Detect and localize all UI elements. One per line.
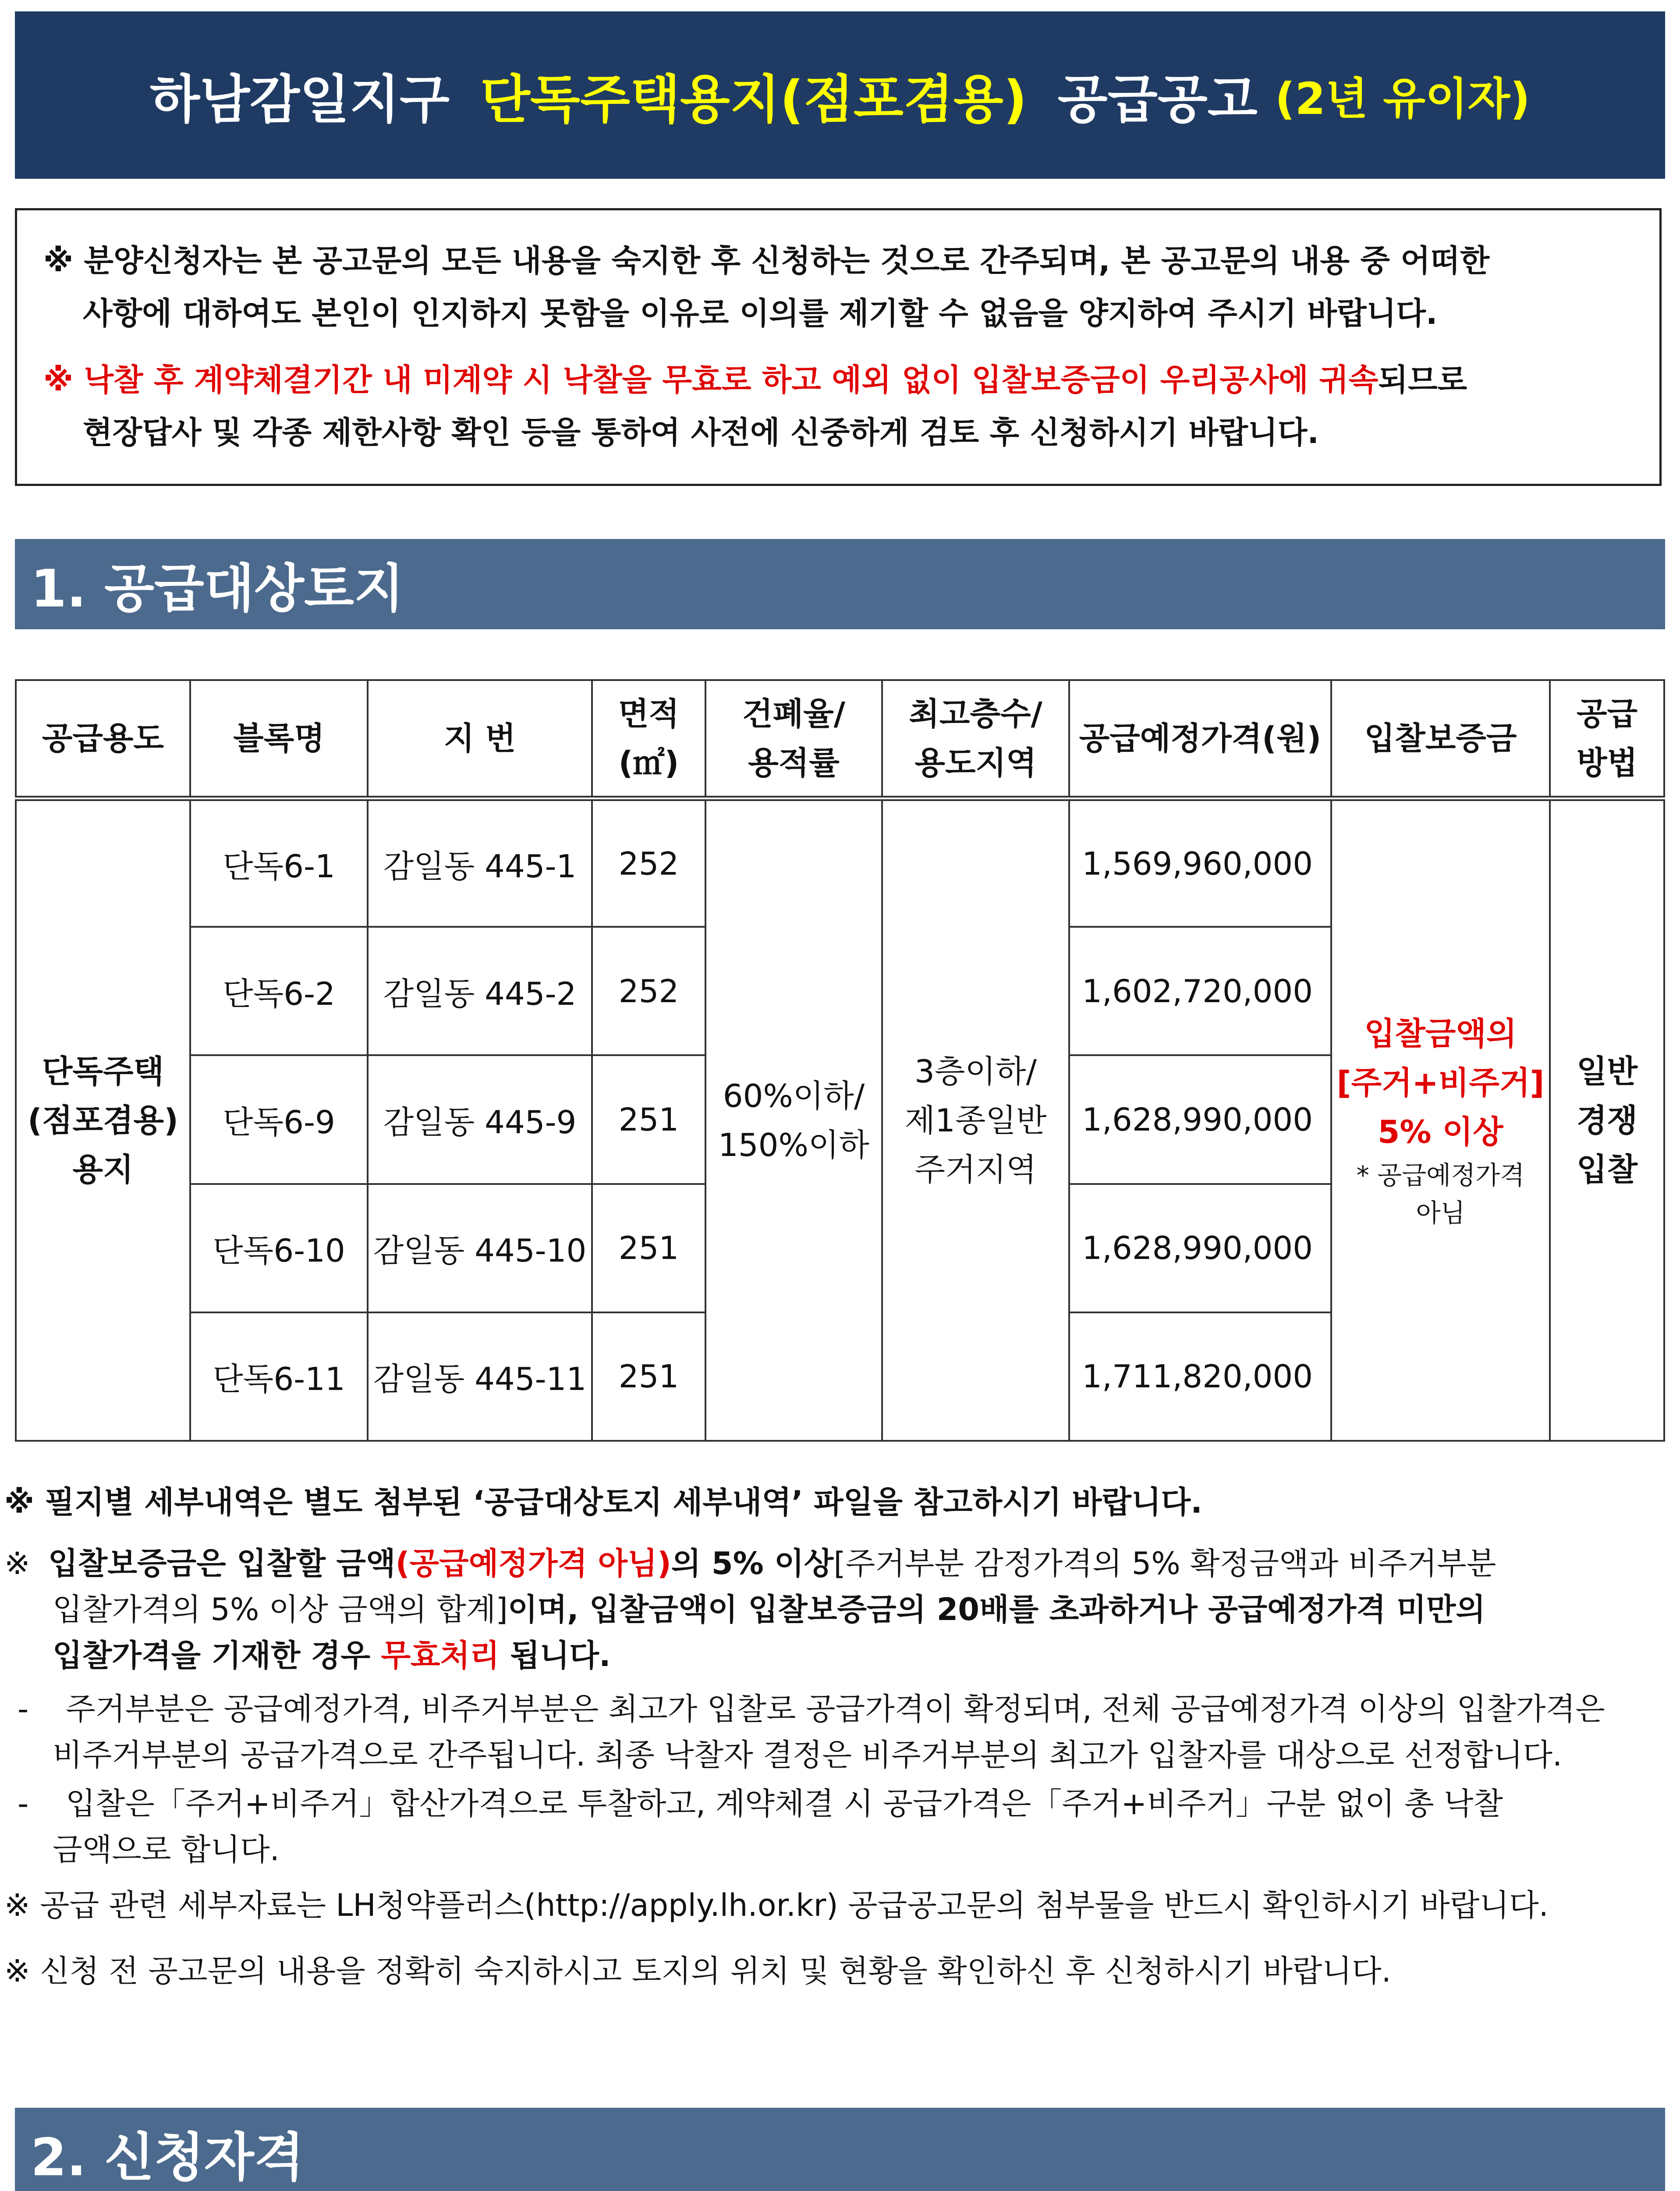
notice-warning-red: ※ 낙찰 후 계약체결기간 내 미계약 시 낙찰을 무효로 하고 예외 없이 입찰보증금이 우리공사에 귀속	[43, 362, 1379, 398]
header-method	[1550, 680, 1664, 798]
footnote-2-line3-c: 됩니다.	[499, 1638, 611, 1673]
header-floors-l2: 용도지역	[914, 745, 1037, 781]
dash-mark: -	[18, 1691, 29, 1727]
section-2-header: 2. 신청자격	[15, 2108, 1665, 2191]
deposit-cell-l3: 5% 이상	[1378, 1113, 1503, 1150]
lot-cell: 감일동 445-1	[368, 798, 592, 927]
lot-cell: 감일동 445-11	[368, 1312, 592, 1441]
detail-2-text1: 입찰은「주거+비주거」합산가격으로 투찰하고, 계약체결 시 공급가격은「주거+비주거」구분 없이 총 낙찰	[66, 1786, 1503, 1822]
method-cell-l3: 입찰	[1576, 1151, 1638, 1188]
price-cell: 1,628,990,000	[1069, 1055, 1331, 1184]
footnote-2-line2-a: 입찰가격의 5% 이상 금액의 합계]	[53, 1592, 508, 1627]
ratio-cell	[705, 798, 882, 1441]
header-deposit: 입찰보증금	[1331, 680, 1550, 798]
lot-cell: 감일동 445-9	[368, 1055, 592, 1184]
header-method-l2: 방법	[1576, 745, 1638, 781]
area-cell: 251	[592, 1055, 705, 1184]
price-cell: 1,711,820,000	[1069, 1312, 1331, 1441]
footnote-2-line3	[53, 1634, 1680, 1677]
detail-2-line1	[18, 1783, 1680, 1825]
block-cell: 단독6-2	[190, 927, 368, 1055]
title-part4: (2년 유이자)	[1275, 73, 1530, 124]
deposit-cell-l1: 입찰금액의	[1364, 1015, 1517, 1052]
notice-line-3	[43, 354, 1638, 406]
ratio-cell-l2: 150%이하	[718, 1127, 869, 1163]
header-floors	[882, 680, 1069, 798]
land-table	[15, 679, 1665, 1442]
notice-line-4: 현장답사 및 각종 제한사항 확인 등을 통하여 사전에 신중하게 검토 후 신청하시기 바랍니다.	[83, 415, 1319, 450]
title-part3: 공급공고	[1057, 69, 1258, 130]
footnote-2-line2	[53, 1588, 1680, 1631]
header-ratio-l1: 건폐율/	[742, 695, 845, 732]
area-cell: 251	[592, 1184, 705, 1312]
header-ratio	[705, 680, 882, 798]
header-area-l2: (㎡)	[618, 745, 679, 781]
price-cell: 1,602,720,000	[1069, 927, 1331, 1055]
dash-mark: -	[18, 1786, 29, 1822]
footnote-2-c: 의 5% 이상	[671, 1546, 834, 1581]
method-cell-l2: 경쟁	[1576, 1102, 1638, 1139]
use-cell-l3: 용지	[72, 1151, 134, 1188]
title-part1: 하남감일지구	[150, 69, 450, 130]
floors-cell-l3: 주거지역	[914, 1151, 1037, 1188]
footnote-1: ※ 필지별 세부내역은 별도 첨부된 ‘공급대상토지 세부내역’ 파일을 참고하시기 바랍니다.	[4, 1484, 1202, 1520]
footnote-2-line3-a: 입찰가격을 기재한 경우	[53, 1638, 381, 1673]
area-cell: 252	[592, 927, 705, 1055]
header-area	[592, 680, 705, 798]
area-cell: 252	[592, 798, 705, 927]
detail-1-line2: 비주거부분의 공급가격으로 간주됩니다. 최종 낙찰자 결정은 비주거부분의 최고가 입찰자를 대상으로 선정합니다.	[53, 1737, 1563, 1773]
lot-cell: 감일동 445-10	[368, 1184, 592, 1312]
block-cell: 단독6-1	[190, 798, 368, 927]
notice-line-2: 사항에 대하여도 본인이 인지하지 못함을 이유로 이의를 제기할 수 없음을 양지하여 주시기 바랍니다.	[83, 295, 1438, 331]
header-ratio-l2: 용적률	[748, 745, 840, 781]
header-floors-l1: 최고층수/	[909, 695, 1042, 732]
detail-1-text1: 주거부분은 공급예정가격, 비주거부분은 최고가 입찰로 공급가격이 확정되며, 전체 공급예정가격 이상의 입찰가격은	[66, 1691, 1605, 1727]
block-cell: 단독6-9	[190, 1055, 368, 1184]
ratio-cell-l1: 60%이하/	[723, 1078, 865, 1114]
title-banner	[15, 11, 1665, 179]
header-area-l1: 면적	[618, 695, 680, 732]
table-row	[16, 798, 1664, 927]
header-method-l1: 공급	[1576, 695, 1638, 732]
deposit-cell	[1331, 798, 1550, 1441]
detail-1-line1	[18, 1688, 1680, 1730]
table-header-row	[16, 680, 1664, 798]
floors-cell-l1: 3층이하/	[914, 1053, 1037, 1090]
method-cell-l1: 일반	[1576, 1053, 1638, 1090]
deposit-cell-l2: [주거+비주거]	[1336, 1064, 1545, 1101]
area-cell: 251	[592, 1312, 705, 1441]
floors-cell	[882, 798, 1069, 1441]
footnote-2-a: 입찰보증금은 입찰할 금액	[48, 1546, 396, 1581]
use-cell	[16, 798, 190, 1441]
notice-line-1: ※ 분양신청자는 본 공고문의 모든 내용을 숙지한 후 신청하는 것으로 간주되며, 본 공고문의 내용 중 어떠한	[43, 243, 1490, 279]
reference-mark: ※	[4, 1546, 30, 1581]
footnote-2-line2-b: 이며, 입찰금액이 입찰보증금의 20배를 초과하거나 공급예정가격 미만의	[507, 1592, 1486, 1627]
header-use: 공급용도	[16, 680, 190, 798]
footnote-2-line3-b: 무효처리	[381, 1638, 500, 1673]
price-cell: 1,628,990,000	[1069, 1184, 1331, 1312]
block-cell: 단독6-10	[190, 1184, 368, 1312]
method-cell	[1550, 798, 1664, 1441]
title-part2: 단독주택용지(점포겸용)	[480, 69, 1027, 130]
footnote-3: ※ 공급 관련 세부자료는 LH청약플러스(http://apply.lh.or.kr) 공급공고문의 첨부물을 반드시 확인하시기 바랍니다.	[4, 1887, 1549, 1923]
lot-cell: 감일동 445-2	[368, 927, 592, 1055]
footnote-4: ※ 신청 전 공고문의 내용을 정확히 숙지하시고 토지의 위치 및 현황을 확인하신 후 신청하시기 바랍니다.	[4, 1953, 1391, 1989]
block-cell: 단독6-11	[190, 1312, 368, 1441]
notice-warning-tail: 되므로	[1378, 362, 1467, 398]
deposit-cell-note2: 아님	[1416, 1198, 1465, 1228]
header-block: 블록명	[190, 680, 368, 798]
use-cell-l1: 단독주택	[42, 1053, 164, 1090]
footnote-2-d: [주거부분 감정가격의 5% 확정금액과 비주거부분	[833, 1546, 1496, 1581]
footnote-2-line1	[4, 1542, 1674, 1585]
notice-box	[15, 208, 1662, 486]
use-cell-l2: (점포겸용)	[27, 1102, 179, 1139]
header-price: 공급예정가격(원)	[1069, 680, 1331, 798]
section-1-header: 1. 공급대상토지	[15, 539, 1665, 629]
deposit-cell-note1: * 공급예정가격	[1356, 1160, 1525, 1190]
price-cell: 1,569,960,000	[1069, 798, 1331, 927]
header-lot: 지 번	[368, 680, 592, 798]
footnote-2-b: (공급예정가격 아님)	[395, 1546, 671, 1581]
detail-2-line2: 금액으로 합니다.	[53, 1832, 280, 1868]
floors-cell-l2: 제1종일반	[904, 1102, 1047, 1139]
